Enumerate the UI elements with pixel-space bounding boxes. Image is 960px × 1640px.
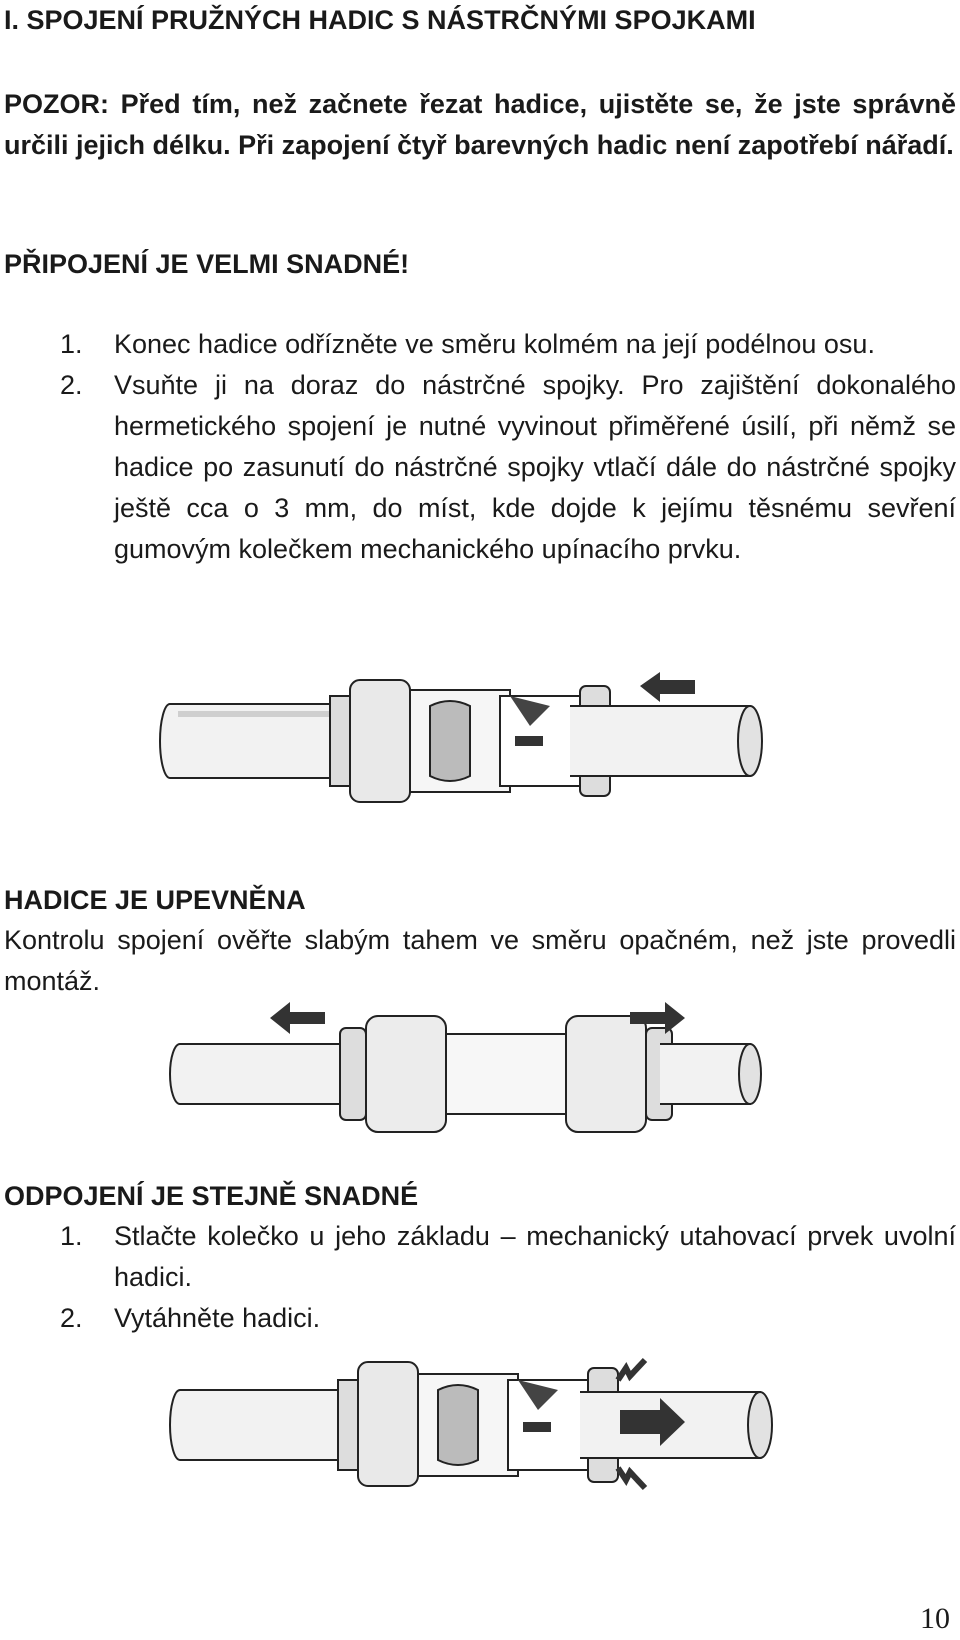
list-item	[4, 1298, 956, 1339]
pull-test-illustration	[150, 998, 800, 1138]
insert-hose-illustration	[150, 666, 800, 826]
step-text: Konec hadice odřízněte ve směru kolmém na její podélnou osu.	[114, 329, 875, 359]
list-item	[4, 365, 956, 570]
secured-heading: HADICE JE UPEVNĚNA	[4, 885, 306, 915]
secured-text: Kontrolu spojení ověřte slabým tahem ve směru opačném, než jste provedli montáž.	[4, 925, 956, 996]
step-number: 1.	[60, 329, 83, 359]
connect-steps	[4, 324, 956, 570]
press-collet-top-arrow-icon	[618, 1360, 645, 1380]
step-text: Vytáhněte hadici.	[114, 1303, 321, 1333]
press-collet-bottom-arrow-icon	[618, 1468, 645, 1488]
step-text: Vsuňte ji na doraz do nástrčné spojky. Pro zajištění dokonalého hermetického spojení je nutné vyvinout přiměřené úsilí, při němž se hadice po zasunutí do nástrčné spojky vtlačí dále do nástrčné spojky ještě cca o 3 mm, do míst, kde dojde k jejímu těsnému sevření gumovým kolečkem mechanického upínacího prvku.	[114, 370, 956, 564]
disconnect-heading: ODPOJENÍ JE STEJNĚ SNADNÉ	[4, 1181, 419, 1211]
list-item	[4, 1216, 956, 1298]
push-arrow-icon	[640, 672, 695, 702]
step-number: 2.	[60, 1303, 83, 1333]
step-text: Stlačte kolečko u jeho základu – mechanický utahovací prvek uvolní hadici.	[114, 1221, 956, 1292]
pull-left-arrow-icon	[270, 1002, 325, 1034]
step-number: 2.	[60, 370, 83, 400]
warning-paragraph: POZOR: Před tím, než začnete řezat hadice, ujistěte se, že jste správně určili jejich délku. Při zapojení čtyř barevných hadic není zapotřebí nářadí.	[4, 89, 956, 160]
page-number: 10	[920, 1602, 950, 1635]
step-number: 1.	[60, 1221, 83, 1251]
connect-heading: PŘIPOJENÍ JE VELMI SNADNÉ!	[4, 249, 410, 279]
disconnect-steps	[4, 1216, 956, 1339]
section-title: I. SPOJENÍ PRUŽNÝCH HADIC S NÁSTRČNÝMI SPOJKAMI	[4, 5, 756, 35]
release-hose-illustration	[150, 1350, 800, 1500]
list-item	[4, 324, 956, 365]
